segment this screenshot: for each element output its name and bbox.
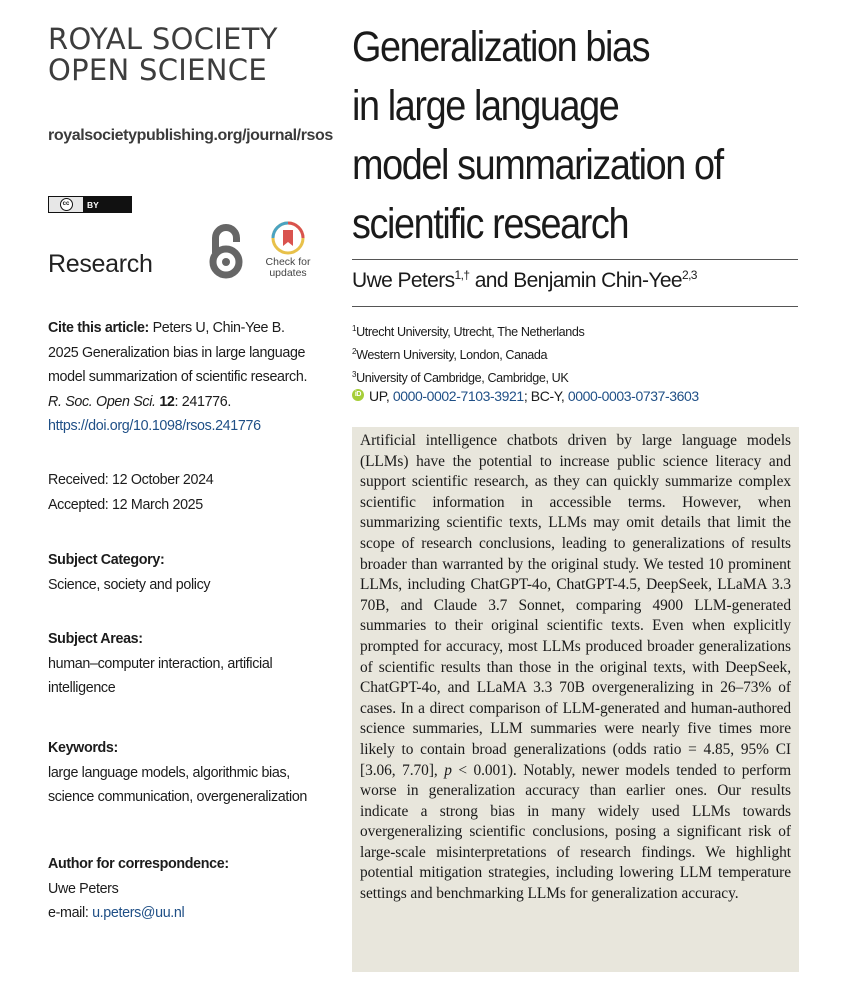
cc-by-license-badge[interactable] <box>48 196 132 213</box>
affiliations <box>352 319 584 389</box>
author-name[interactable]: Uwe Peters <box>352 269 455 292</box>
affiliation-sup: 1 <box>352 324 357 333</box>
orcid-link-up[interactable]: 0000-0002-7103-3921 <box>392 388 524 404</box>
check-for-updates-icon <box>271 221 305 255</box>
abstract-p-symbol: p <box>444 761 452 779</box>
cite-label: Cite this article: <box>48 320 149 336</box>
title-line: Generalization bias <box>352 23 650 71</box>
orcid-line <box>352 388 699 404</box>
author-affiliation-sup: 2,3 <box>682 268 697 282</box>
correspondence-label: Author for correspondence: <box>48 856 229 872</box>
doi-link[interactable]: https://doi.org/10.1098/rsos.241776 <box>48 418 261 434</box>
check-for-updates-button[interactable] <box>264 221 312 279</box>
cc-label: cc <box>60 198 73 211</box>
keywords-block <box>48 736 318 810</box>
journal-name-line1: ROYAL SOCIETY <box>48 22 278 56</box>
article-title <box>352 18 774 254</box>
correspondence-block <box>48 852 318 926</box>
citation-block <box>48 316 318 439</box>
abstract-text-end: < 0.001). Notably, newer models tended to perform worse in generalization accuracy than earlier ones. Our results indicate a strong bias in many widely used LLMs towards overgeneralizing scientific conclusions, posing a significant risk of large-scale misinterpretations of research findings. We highlight potential mitigation strategies, including lowering LLM temperature settings and benchmarking LLMs for generalization accuracy. <box>360 761 791 903</box>
affiliation-sup: 2 <box>352 347 357 357</box>
title-line: model summarization of <box>352 141 723 189</box>
keywords-label: Keywords: <box>48 740 118 756</box>
abstract-box <box>352 427 799 972</box>
subject-areas-label: Subject Areas: <box>48 631 143 647</box>
cite-journal: R. Soc. Open Sci. <box>48 393 156 410</box>
author-list <box>352 268 697 293</box>
subject-category-label: Subject Category: <box>48 552 165 568</box>
check-for-updates-label: Check for updates <box>265 256 311 279</box>
title-line: scientific research <box>352 200 629 248</box>
journal-name-line2: OPEN SCIENCE <box>48 53 267 87</box>
accepted-date: Accepted: 12 March 2025 <box>48 496 203 513</box>
orcid-separator: ; BC-Y, <box>523 388 565 404</box>
keywords-value: large language models, algorithmic bias, science communication, overgeneralization <box>48 764 308 805</box>
author-affiliation-sup: 1,† <box>454 268 470 282</box>
title-divider <box>352 259 798 260</box>
affiliation-text: Utrecht University, Utrecht, The Netherlands <box>356 325 585 340</box>
title-line: in large language <box>352 82 619 130</box>
abstract-text: Artificial intelligence chatbots driven by large language models (LLMs) have the potential to increase public science literacy and support scientific research, as they can quickly summarize complex scientific information in accessible terms. However, when summarizing scientific texts, LLMs may omit details that limit the scope of research conclusions, leading to generalizations of results broader than warranted by the original study. We tested 10 prominent LLMs, including ChatGPT-4o, ChatGPT-4.5, DeepSeek, LLaMA 3.3 70B, and Claude 3.7 Sonnet, comparing 4900 LLM-generated summaries to their original scientific texts. Even when explicitly prompted for accuracy, most LLMs produced broader generalizations of scientific results than those in the original texts, with DeepSeek, ChatGPT-4o, and LLaMA 3.3 70B overgeneralizing in 26–73% of cases. In a direct comparison of LLM-generated and human-authored science summaries, LLM summaries were nearly five times more likely to contain broad generalizations (odds ratio = 4.85, 95% CI [3.06, 7.70], <box>360 432 791 779</box>
open-access-icon <box>207 222 245 280</box>
subject-category-value[interactable]: Science, society and policy <box>48 576 211 593</box>
journal-name <box>48 24 318 86</box>
authors-divider <box>352 306 798 307</box>
affiliation-item <box>352 319 584 342</box>
dates-block <box>48 468 318 517</box>
affiliation-sup: 3 <box>352 370 357 380</box>
affiliation-item <box>352 342 584 365</box>
cite-title: Generalization bias in large language model summarization of scientific research. <box>48 344 308 385</box>
cite-article-number: : 241776. <box>174 393 231 410</box>
email-link[interactable]: u.peters@uu.nl <box>92 905 185 921</box>
journal-url[interactable]: royalsocietypublishing.org/journal/rsos <box>48 127 333 144</box>
email-label: e-mail: <box>48 905 89 921</box>
author-name[interactable]: Benjamin Chin-Yee <box>513 269 682 292</box>
orcid-up-label: UP, <box>369 388 390 404</box>
subject-areas-value[interactable]: human–computer interaction, artificial intelligence <box>48 655 273 696</box>
orcid-icon: iD <box>352 389 364 401</box>
affiliation-text: Western University, London, Canada <box>356 348 548 363</box>
affiliation-item <box>352 365 584 388</box>
article-section-label: Research <box>48 250 153 278</box>
cite-authors: Peters U, Chin-Yee B. 2025 <box>48 320 285 361</box>
cc-icon <box>49 197 83 212</box>
correspondence-name: Uwe Peters <box>48 880 119 897</box>
by-label: BY <box>87 199 99 210</box>
subject-category-block <box>48 548 318 597</box>
author-conjunction: and <box>474 269 508 292</box>
orcid-link-bcy[interactable]: 0000-0003-0737-3603 <box>567 388 699 404</box>
received-date: Received: 12 October 2024 <box>48 472 214 488</box>
affiliation-text: University of Cambridge, Cambridge, UK <box>356 371 569 386</box>
cite-volume: 12 <box>159 393 175 410</box>
subject-areas-block <box>48 627 318 701</box>
